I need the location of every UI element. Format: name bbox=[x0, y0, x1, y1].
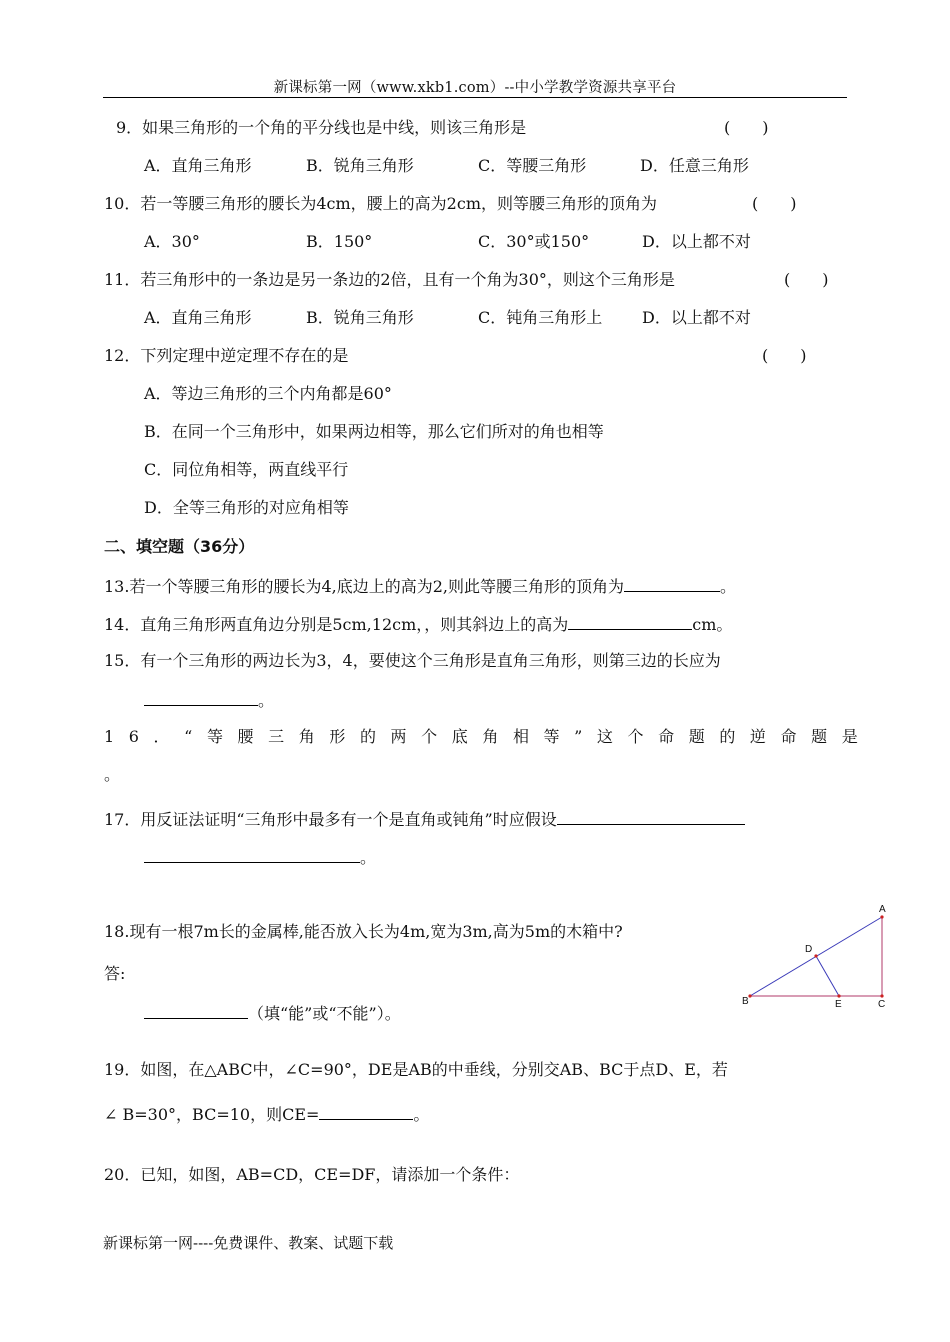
answer-paren-10[interactable]: ( ) bbox=[752, 194, 797, 213]
question-16-end: 。 bbox=[104, 765, 121, 784]
q11-option-a[interactable]: A．直角三角形 bbox=[144, 308, 252, 327]
answer-paren-9[interactable]: ( ) bbox=[724, 118, 769, 137]
point-e bbox=[837, 994, 840, 997]
answer-paren-11[interactable]: ( ) bbox=[784, 270, 829, 289]
question-11: 11．若三角形中的一条边是另一条边的2倍，且有一个角为30°，则这个三角形是 bbox=[104, 270, 675, 289]
q11-option-b[interactable]: B．锐角三角形 bbox=[306, 308, 414, 327]
q12-option-a[interactable]: A．等边三角形的三个内角都是60° bbox=[144, 384, 392, 403]
question-13-text: 13.若一个等腰三角形的腰长为4,底边上的高为2,则此等腰三角形的顶角为 bbox=[104, 577, 624, 596]
question-14-text: 14．直角三角形两直角边分别是5cm,12cm，，则其斜边上的高为 bbox=[104, 615, 569, 634]
segment-de bbox=[816, 956, 839, 996]
triangle-figure bbox=[736, 898, 892, 1014]
label-c: C bbox=[878, 999, 886, 1010]
q11-option-d[interactable]: D．以上都不对 bbox=[642, 308, 751, 327]
question-13-end: 。 bbox=[719, 577, 736, 596]
q9-option-a[interactable]: A．直角三角形 bbox=[144, 156, 252, 175]
question-19-end: 。 bbox=[413, 1105, 430, 1124]
q10-option-d[interactable]: D．以上都不对 bbox=[642, 232, 751, 251]
question-18-answer-line bbox=[144, 1002, 401, 1024]
question-19-text-2: ∠ B=30°，BC=10，则CE= bbox=[104, 1105, 320, 1124]
q12-option-c[interactable]: C．同位角相等，两直线平行 bbox=[144, 460, 349, 479]
question-12: 12．下列定理中逆定理不存在的是 bbox=[104, 346, 349, 365]
question-15-end: 。 bbox=[258, 691, 275, 710]
answer-blank-18[interactable] bbox=[144, 1002, 248, 1019]
question-14-end: cm。 bbox=[692, 615, 733, 634]
answer-blank-15[interactable] bbox=[144, 689, 258, 706]
question-17-end: 。 bbox=[360, 848, 377, 867]
question-20: 20．已知，如图，AB=CD，CE=DF，请添加一个条件： bbox=[104, 1165, 520, 1184]
section-fill-in-title: 二、填空题（36分） bbox=[104, 537, 255, 556]
question-17-text: 17．用反证法证明“三角形中最多有一个是直角或钝角”时应假设 bbox=[104, 810, 557, 829]
page-header: 新课标第一网（www.xkb1.com）--中小学教学资源共享平台 bbox=[273, 80, 677, 96]
answer-paren-12[interactable]: ( ) bbox=[762, 346, 807, 365]
answer-blank-13[interactable] bbox=[624, 575, 720, 592]
point-c bbox=[880, 994, 883, 997]
q10-option-a[interactable]: A．30° bbox=[144, 232, 200, 251]
label-b: B bbox=[742, 996, 749, 1007]
answer-blank-17b[interactable] bbox=[144, 846, 360, 863]
point-b bbox=[748, 994, 751, 997]
question-17 bbox=[104, 808, 745, 830]
q12-option-d[interactable]: D．全等三角形的对应角相等 bbox=[144, 498, 349, 517]
q12-option-b[interactable]: B．在同一个三角形中，如果两边相等，那么它们所对的角也相等 bbox=[144, 422, 604, 441]
q9-option-c[interactable]: C．等腰三角形 bbox=[478, 156, 587, 175]
question-10: 10．若一等腰三角形的腰长为4cm，腰上的高为2cm，则等腰三角形的顶角为 bbox=[104, 194, 657, 213]
q11-option-c[interactable]: C．钝角三角形上 bbox=[478, 308, 603, 327]
point-d bbox=[814, 954, 817, 957]
q9-option-b[interactable]: B．锐角三角形 bbox=[306, 156, 414, 175]
question-16: 16．“等腰三角形的两个底角相等”这个命题的逆命题是 bbox=[104, 727, 873, 746]
answer-blank-14[interactable] bbox=[568, 613, 692, 630]
question-14 bbox=[104, 613, 732, 635]
question-13 bbox=[104, 575, 736, 597]
question-18-hint: （填“能”或“不能”）。 bbox=[248, 1004, 401, 1023]
question-17-answer-line bbox=[144, 846, 376, 868]
question-9: 9．如果三角形的一个角的平分线也是中线，则该三角形是 bbox=[116, 118, 527, 137]
answer-blank-19[interactable] bbox=[319, 1103, 413, 1120]
q9-option-d[interactable]: D．任意三角形 bbox=[640, 156, 749, 175]
q10-option-c[interactable]: C．30°或150° bbox=[478, 232, 590, 251]
question-15-answer-line bbox=[144, 689, 274, 711]
header-divider bbox=[103, 97, 847, 98]
question-19-line-2 bbox=[104, 1103, 429, 1125]
answer-blank-17a[interactable] bbox=[557, 808, 745, 825]
question-18-answer-label: 答: bbox=[104, 964, 126, 983]
page-footer: 新课标第一网----免费课件、教案、试题下载 bbox=[103, 1234, 394, 1252]
q10-option-b[interactable]: B．150° bbox=[306, 232, 373, 251]
question-18: 18.现有一根7m长的金属棒,能否放入长为4m,宽为3m,高为5m的木箱中? bbox=[104, 922, 623, 941]
label-e: E bbox=[835, 999, 842, 1010]
question-19: 19．如图，在△ABC中，∠C=90°，DE是AB的中垂线，分别交AB、BC于点D、E，若 bbox=[104, 1060, 728, 1079]
point-a bbox=[880, 915, 883, 918]
question-15: 15．有一个三角形的两边长为3，4，要使这个三角形是直角三角形，则第三边的长应为 bbox=[104, 651, 721, 670]
label-a: A bbox=[879, 904, 886, 915]
label-d: D bbox=[805, 944, 813, 955]
